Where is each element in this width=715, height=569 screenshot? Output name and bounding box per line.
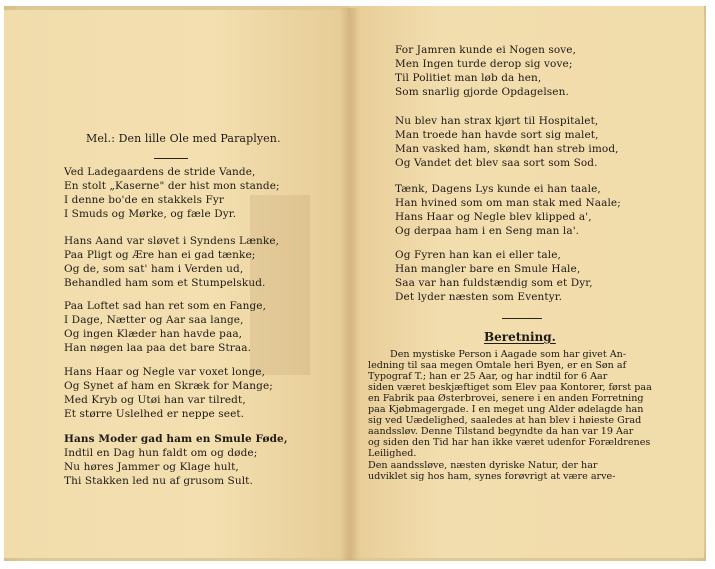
- poem-line: Behandled ham som et Stumpelskud.: [64, 277, 266, 289]
- poem-line: Hans Aand var sløvet i Syndens Lænke,: [64, 235, 280, 247]
- poem-line: Paa Loftet sad han ret som en Fange,: [64, 300, 267, 312]
- article-line: Leilighed.: [368, 448, 417, 459]
- article-line: Den aandssløve, næsten dyriske Natur, der har: [368, 460, 598, 471]
- poem-line: Hans Haar og Negle var voxet longe,: [64, 366, 266, 378]
- article-heading: Beretning.: [484, 330, 556, 344]
- poem-line: Man vasked ham, skøndt han streb imod,: [395, 143, 619, 155]
- poem-line: Saa var han fuldstændig som et Dyr,: [395, 277, 593, 289]
- poem-line: Man troede han havde sort sig malet,: [395, 129, 599, 141]
- poem-line: Og Vandet det blev saa sort som Sod.: [395, 157, 598, 169]
- poem-line: En stolt „Kaserne" der hist mon stande;: [64, 180, 280, 192]
- poem-line: Han hvined som om man stak med Naale;: [395, 197, 621, 209]
- poem-line: Hans Haar og Negle blev klipped a',: [395, 211, 592, 223]
- article-line: og siden den Tid har han ikke været udenfor Forældrenes: [368, 437, 651, 448]
- article-line: aandssløv. Denne Tilstand begyndte da han var 19 Aar: [368, 426, 634, 437]
- article-line: en Fabrik paa Østerbrovei, senere i en anden Forretning: [368, 393, 644, 404]
- poem-line: Han nøgen laa paa det bare Straa.: [64, 342, 252, 354]
- poem-line: Men Ingen turde derop sig vove;: [395, 58, 573, 70]
- poem-line: Til Politiet man løb da hen,: [395, 72, 542, 84]
- poem-line: Nu blev han strax kjørt til Hospitalet,: [395, 115, 599, 127]
- melody-line: Mel.: Den lille Ole med Paraplyen.: [86, 132, 281, 145]
- poem-line: Et større Uslelhed er neppe seet.: [64, 408, 245, 420]
- poem-line: Med Kryb og Utøi han var tilredt,: [64, 394, 246, 406]
- melody-divider: [154, 158, 188, 159]
- poem-line: Som snarlig gjorde Opdagelsen.: [395, 86, 569, 98]
- poem-line: Og Synet af ham en Skræk for Mange;: [64, 380, 273, 392]
- poem-line: Og ingen Klæder han havde paa,: [64, 328, 243, 340]
- article-line: paa Kjøbmagergade. I en meget ung Alder ødelagde han: [368, 404, 644, 415]
- article-line: siden været beskjæftiget som Elev paa Kontorer, først paa: [368, 382, 652, 393]
- center-fold: [340, 8, 360, 560]
- poem-line: Og Fyren han kan ei eller tale,: [395, 249, 561, 261]
- poem-line: Han mangler bare en Smule Hale,: [395, 263, 581, 275]
- article-line: udviklet sig hos ham, synes forøvrigt at være arve-: [368, 471, 616, 482]
- poem-line: Tænk, Dagens Lys kunde ei han taale,: [395, 183, 601, 195]
- poem-line: Ved Ladegaardens de stride Vande,: [64, 166, 256, 178]
- poem-line: Og de, som sat' ham i Verden ud,: [64, 263, 244, 275]
- article-line: Den mystiske Person i Aagade som har givet An-: [390, 349, 627, 360]
- poem-line: I Smuds og Mørke, og fæle Dyr.: [64, 208, 237, 220]
- article-line: ledning til saa megen Omtale heri Byen, er en Søn af: [368, 360, 627, 371]
- poem-line: Hans Moder gad ham en Smule Føde,: [64, 433, 288, 445]
- poem-line: For Jamren kunde ei Nogen sove,: [395, 44, 577, 56]
- poem-line: Paa Pligt og Ære han ei gad tænke;: [64, 249, 256, 261]
- article-line: sig ved Uædelighed, saaledes at han blev i høieste Grad: [368, 415, 642, 426]
- poem-line: Og derpaa ham i en Seng man la'.: [395, 225, 580, 237]
- poem-line: I denne bo'de en stakkels Fyr: [64, 194, 225, 206]
- article-line: Typograf T.; han er 25 Aar, og har indtil for 6 Aar: [368, 371, 608, 382]
- poem-line: Det lyder næsten som Eventyr.: [395, 291, 563, 303]
- poem-line: Nu høres Jammer og Klage hult,: [64, 461, 239, 473]
- poem-line: I Dage, Nætter og Aar saa lange,: [64, 314, 244, 326]
- poem-line: Thi Stakken led nu af grusom Sult.: [64, 475, 253, 487]
- poem-line: Indtil en Dag hun faldt om og døde;: [64, 447, 258, 459]
- section-divider: [502, 318, 542, 319]
